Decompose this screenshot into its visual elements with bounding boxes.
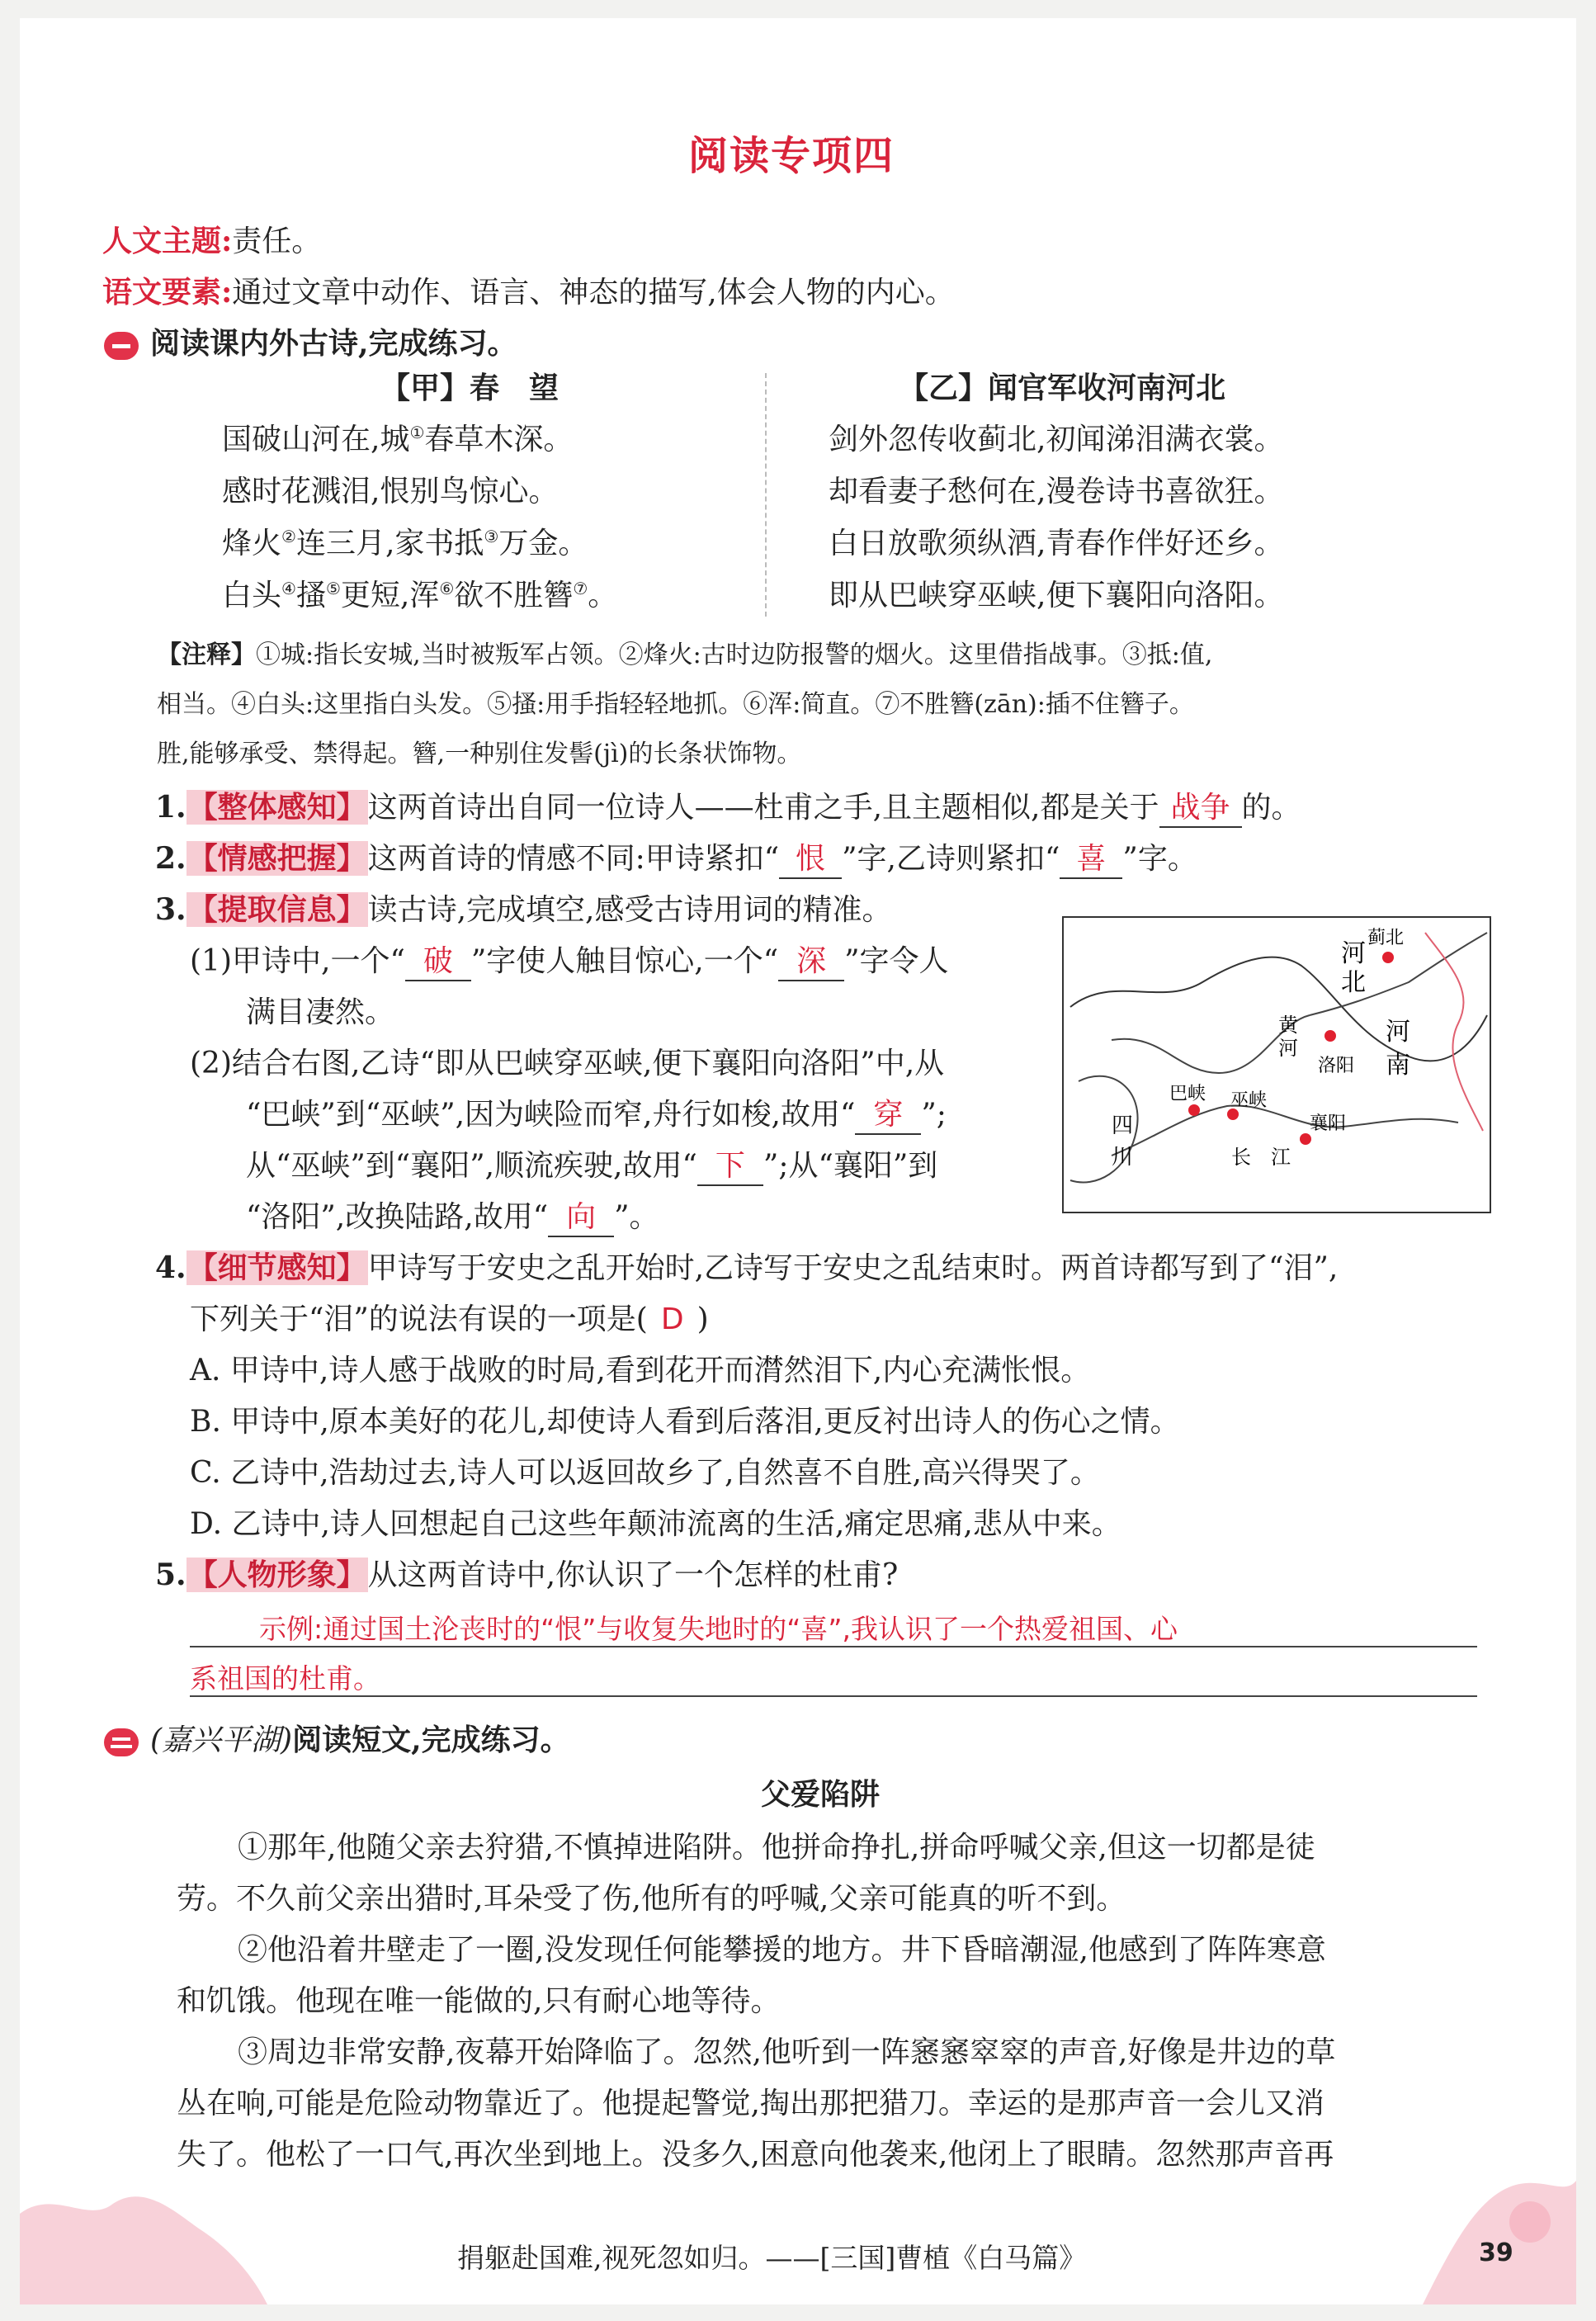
map-label-sichuan-2: 川 xyxy=(1112,1145,1134,1170)
map-figure xyxy=(1062,916,1491,1213)
q3-part2-line3: 从“巫峡”到“襄阳”,顺流疾驶,故用“ 下 ”;从“襄阳”到 xyxy=(246,1142,937,1186)
q3-answer-blank-3: 穿 xyxy=(855,1091,921,1135)
map-label-hebei-2: 北 xyxy=(1341,968,1366,997)
q3-answer-blank-4: 下 xyxy=(697,1142,763,1186)
poem-a-line: 烽火②连三月,家书抵③万金。 xyxy=(222,527,588,560)
q4-tag: 【细节感知】 xyxy=(187,1250,366,1285)
story-paragraph-1-line-1: ①那年,他随父亲去狩猎,不慎掉进陷阱。他拼命挣扎,拼命呼喊父亲,但这一切都是徒 xyxy=(238,1831,1315,1865)
map-label-sichuan-1: 四 xyxy=(1112,1113,1134,1138)
poem-a-line: 国破山河在,城①春草木深。 xyxy=(222,423,574,456)
theme-label: 人文主题: xyxy=(102,224,233,258)
q3-part1-line1: (1)甲诗中,一个“ 破 ”字使人触目惊心,一个“ 深 ”字令人 xyxy=(190,938,949,981)
map-label-henan-1: 河 xyxy=(1386,1018,1410,1047)
q3-part2-line2: “巴峡”到“巫峡”,因为峡险而窄,舟行如梭,故用“ 穿 ”; xyxy=(246,1091,947,1135)
map-label-baxia: 巴峡 xyxy=(1169,1084,1206,1104)
element-line xyxy=(102,269,955,311)
story-paragraph-2-line-1: ②他沿着井壁走了一圈,没发现任何能攀援的地方。井下昏暗潮湿,他感到了阵阵寒意 xyxy=(238,1933,1326,1967)
theme-line xyxy=(102,218,321,260)
question-2: 2.【情感把握】这两首诗的情感不同:甲诗紧扣“ 恨 ”字,乙诗则紧扣“ 喜 ”字。 xyxy=(155,835,1197,879)
q3-answer-blank-5: 向 xyxy=(548,1194,614,1237)
poem-a-line: 白头④搔⑤更短,浑⑥欲不胜簪⑦。 xyxy=(222,579,618,612)
luoyang-dot xyxy=(1324,1030,1336,1042)
q3-part2-line1: (2)结合右图,乙诗“即从巴峡穿巫峡,便下襄阳向洛阳”中,从 xyxy=(190,1047,945,1080)
footer-quote: 捐躯赴国难,视死忽如归。——[三国]曹植《白马篇》 xyxy=(457,2242,1087,2274)
q3-part1-line2: 满目凄然。 xyxy=(246,995,395,1029)
question-5: 5.【人物形象】从这两首诗中,你认识了一个怎样的杜甫? xyxy=(155,1558,899,1592)
story-title: 父爱陷阱 xyxy=(761,1778,881,1812)
map-label-luoyang: 洛阳 xyxy=(1318,1056,1355,1076)
map-label-huanghe-1: 黄 xyxy=(1278,1014,1298,1037)
baxia-dot xyxy=(1188,1104,1200,1116)
q3-answer-blank-1: 破 xyxy=(405,938,471,981)
q4-option-c: C. 乙诗中,浩劫过去,诗人可以返回故乡了,自然喜不自胜,高兴得哭了。 xyxy=(190,1456,1100,1490)
notes-line-2: 相当。④白头:这里指白头发。⑤搔:用手指轻轻地抓。⑥浑:简直。⑦不胜簪(zān):插不住簪子。 xyxy=(157,690,1194,719)
element-label: 语文要素: xyxy=(102,275,233,310)
page-sheet xyxy=(20,18,1576,2304)
q3-tag: 【提取信息】 xyxy=(187,892,366,927)
map-label-jibei: 蓟北 xyxy=(1367,928,1405,948)
question-1: 1.【整体感知】这两首诗出自同一位诗人——杜甫之手,且主题相似,都是关于 战争 的。 xyxy=(155,784,1301,828)
q4-option-d: D. 乙诗中,诗人回想起自己这些年颠沛流离的生活,痛定思痛,悲从中来。 xyxy=(190,1507,1121,1541)
poem-b-line: 即从巴峡穿巫峡,便下襄阳向洛阳。 xyxy=(829,579,1284,612)
poem-b-line: 剑外忽传收蓟北,初闻涕泪满衣裳。 xyxy=(829,423,1284,456)
q5-answer-rule-1 xyxy=(190,1646,1477,1647)
xiangyang-dot xyxy=(1300,1133,1311,1145)
q5-answer-line-2: 系祖国的杜甫。 xyxy=(190,1662,380,1695)
map-label-henan-2: 南 xyxy=(1386,1051,1410,1080)
page-number: 39 xyxy=(1479,2238,1513,2267)
q2-tag: 【情感把握】 xyxy=(187,841,366,876)
story-paragraph-1-line-2: 劳。不久前父亲出猎时,耳朵受了伤,他所有的呼喊,父亲可能真的听不到。 xyxy=(177,1882,1126,1916)
jibei-dot xyxy=(1382,952,1394,963)
q2-answer-blank-2: 喜 xyxy=(1060,835,1122,879)
q1-answer-blank: 战争 xyxy=(1159,784,1242,828)
poem-b-line: 却看妻子愁何在,漫卷诗书喜欲狂。 xyxy=(829,475,1284,508)
notes-line-1: 【注释】①城:指长安城,当时被叛军占领。②烽火:古时边防报警的烟火。这里借指战事。③抵:值, xyxy=(157,641,1213,669)
story-paragraph-3-line-2: 丛在响,可能是危险动物靠近了。他提起警觉,掏出那把猎刀。幸运的是那声音一会儿又消 xyxy=(177,2087,1324,2120)
map-label-wuxia: 巫峡 xyxy=(1230,1090,1268,1111)
page-title: 阅读专项四 xyxy=(688,133,895,179)
notes-line-3: 胜,能够承受、禁得起。簪,一种别住发髻(jì)的长条状饰物。 xyxy=(157,740,802,768)
q3-answer-blank-2: 深 xyxy=(778,938,844,981)
map-label-huanghe-2: 河 xyxy=(1278,1037,1298,1060)
section2-source: (嘉兴平湖) xyxy=(150,1723,293,1757)
question-3: 3.【提取信息】读古诗,完成填空,感受古诗用词的精准。 xyxy=(155,892,892,927)
section-one-icon xyxy=(104,332,139,360)
q5-answer-rule-2 xyxy=(190,1695,1477,1697)
q4-option-b: B. 甲诗中,原本美好的花儿,却使诗人看到后落泪,更反衬出诗人的伤心之情。 xyxy=(190,1405,1180,1439)
story-paragraph-3-line-1: ③周边非常安静,夜幕开始降临了。忽然,他听到一阵窸窸窣窣的声音,好像是井边的草 xyxy=(238,2035,1336,2069)
story-paragraph-2-line-2: 和饥饿。他现在唯一能做的,只有耐心地等待。 xyxy=(177,1984,781,2018)
map-label-hebei-1: 河 xyxy=(1341,939,1366,968)
section1-heading: 阅读课内外古诗,完成练习。 xyxy=(104,320,517,362)
poem-b-title: 【乙】闻官军收河南河北 xyxy=(899,371,1226,405)
element-text: 通过文章中动作、语言、神态的描写,体会人物的内心。 xyxy=(232,276,955,310)
section2-heading: (嘉兴平湖)阅读短文,完成练习。 xyxy=(104,1717,570,1759)
q5-tag: 【人物形象】 xyxy=(187,1558,366,1592)
q5-answer-line-1: 示例:通过国土沦丧时的“恨”与收复失地时的“喜”,我认识了一个热爱祖国、心 xyxy=(259,1613,1178,1645)
theme-text: 责任。 xyxy=(232,225,322,258)
q1-tag: 【整体感知】 xyxy=(187,790,366,825)
section-two-icon xyxy=(104,1728,139,1756)
poem-divider xyxy=(765,373,767,617)
q2-answer-blank-1: 恨 xyxy=(779,835,842,879)
q3-part2-line4: “洛阳”,改换陆路,故用“ 向 ”。 xyxy=(246,1194,659,1237)
notes-label: 【注释】 xyxy=(157,641,256,669)
poem-a-title: 【甲】春 望 xyxy=(380,371,560,405)
q4-answer: D xyxy=(660,1302,684,1336)
map-label-changjiang: 长 江 xyxy=(1231,1146,1291,1169)
q4-option-a: A. 甲诗中,诗人感于战败的时局,看到花开而潸然泪下,内心充满怅恨。 xyxy=(190,1354,1091,1387)
decorative-blossom-border xyxy=(20,2156,1576,2304)
story-paragraph-3-line-3: 失了。他松了一口气,再次坐到地上。没多久,困意向他袭来,他闭上了眼睛。忽然那声音再 xyxy=(177,2138,1334,2172)
question-4: 4.【细节感知】甲诗写于安史之乱开始时,乙诗写于安史之乱结束时。两首诗都写到了“泪”, xyxy=(155,1250,1339,1285)
map-label-xiangyang: 襄阳 xyxy=(1310,1113,1347,1134)
question-4-line2: 下列关于“泪”的说法有误的一项是( D ) xyxy=(190,1302,709,1336)
poem-b-line: 白日放歌须纵酒,青春作伴好还乡。 xyxy=(829,527,1284,560)
poem-a-line: 感时花溅泪,恨别鸟惊心。 xyxy=(222,475,559,508)
